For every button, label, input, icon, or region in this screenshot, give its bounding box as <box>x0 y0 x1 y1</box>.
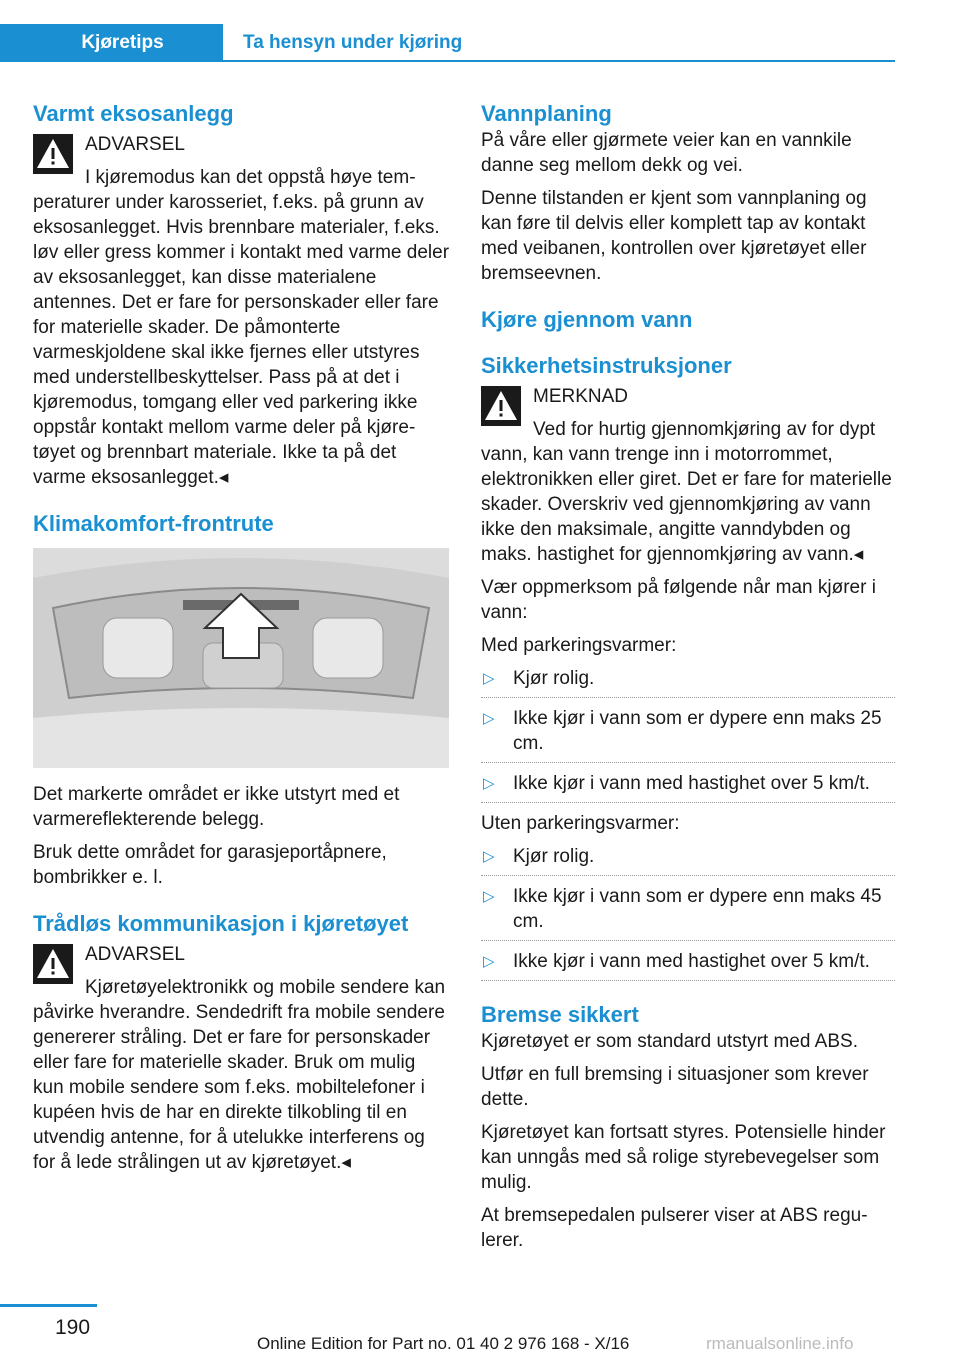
section-hot-exhaust <box>33 100 449 490</box>
page-header <box>0 24 895 62</box>
footer-divider <box>0 1304 97 1307</box>
section-driving-through-water <box>481 306 895 981</box>
chapter-tab[interactable]: Kjøretips <box>0 24 223 62</box>
section-title: Kjøre gjennom vann <box>481 307 693 332</box>
warning-label: ADVARSEL <box>85 134 185 155</box>
warning-block <box>33 942 449 1175</box>
paragraph: Det markerte området er ikke utstyrt med et varmereflekterende belegg. <box>33 784 400 830</box>
paragraph: At bremsepedalen pulserer viser at ABS regulerer. <box>481 1205 868 1251</box>
list-item: ▷ Ikke kjør i vann med hastighet over 5 km/t. <box>481 771 895 803</box>
warning-label: ADVARSEL <box>85 944 185 965</box>
notice-triangle-icon <box>481 386 521 426</box>
paragraph: Vær oppmerksom på følgende når man kjører i vann: <box>481 577 876 623</box>
paragraph: På våre eller gjørmete veier kan en vannkile danne seg mellom dekk og vei. <box>481 130 852 176</box>
list-item: ▷ Kjør rolig. <box>481 666 895 698</box>
list-item: ▷ Ikke kjør i vann som er dypere enn maks 25 cm. <box>481 706 895 763</box>
header-divider <box>0 60 895 62</box>
bullet-triangle-icon: ▷ <box>483 888 495 905</box>
edition-text: Online Edition for Part no. 01 40 2 976 168 - X/16 <box>257 1334 630 1353</box>
bullet-list-without-heater <box>481 844 895 981</box>
bullet-list-with-heater <box>481 666 895 803</box>
windshield-illustration <box>33 548 449 768</box>
section-climate-windshield <box>33 510 449 890</box>
warning-text: I kjøremodus kan det oppstå høye temperaturer under karosseriet, f.eks. på grunn av eksosanlegget. Hvis brennbare materialer, f.eks. løv eller gress kommer i kontakt med varme deler av eksosanlegget, kan disse materialene antennes. Det er fare for personskader eller fare for materielle skader. De påmonterte varmeskjoldene skal ikke fjernes eller utstyres med understellbeskyttelser. Pass på at det i kjøremodus, tomgang eller ved parkering ikke oppstår kontakt mellom varme deler på kjøretøyet og brennbart materiale. Ikke ta på det varme eksosanlegget.◂ <box>33 167 450 488</box>
notice-label: MERKNAD <box>533 386 629 407</box>
list-item: ▷ Kjør rolig. <box>481 844 895 876</box>
paragraph: Kjøretøyet kan fortsatt styres. Potensielle hinder kan unngås med så rolige styrebevegelser som mulig. <box>481 1122 886 1193</box>
bullet-triangle-icon: ▷ <box>483 775 495 792</box>
list-heading: Med parkeringsvarmer: <box>481 635 677 656</box>
left-column <box>33 100 449 1195</box>
list-item: ▷ Ikke kjør i vann som er dypere enn maks 45 cm. <box>481 884 895 941</box>
paragraph: Bruk dette området for garasjeportåpnere, bombrikker e. l. <box>33 842 387 888</box>
notice-block <box>481 384 895 567</box>
warning-block <box>33 132 449 490</box>
section-title: Vannplaning <box>481 101 612 126</box>
warning-triangle-icon <box>33 944 73 984</box>
section-aquaplaning <box>481 100 895 286</box>
bullet-triangle-icon: ▷ <box>483 953 495 970</box>
section-title: Varmt eksosanlegg <box>33 101 234 126</box>
bullet-triangle-icon: ▷ <box>483 670 495 687</box>
notice-text: Ved for hurtig gjennomkjøring av for dypt vann, kan vann trenge inn i motorrommet, elektronikken eller giret. Det er fare for materielle skader. Overskriv ved gjennomkjøring av vann ikke den maksimale, angitte vanndybden og maks. hastighet for gjennomkjøring av vann.◂ <box>481 419 892 565</box>
paragraph: Kjøretøyet er som standard utstyrt med ABS. <box>481 1031 858 1052</box>
bullet-triangle-icon: ▷ <box>483 848 495 865</box>
section-title: Bremse sikkert <box>481 1002 639 1027</box>
list-heading: Uten parkeringsvarmer: <box>481 813 680 834</box>
section-wireless <box>33 910 449 1175</box>
warning-triangle-icon <box>33 134 73 174</box>
section-title: Klimakomfort-frontrute <box>33 511 274 536</box>
section-braking <box>481 1001 895 1253</box>
list-item: ▷ Ikke kjør i vann med hastighet over 5 km/t. <box>481 949 895 981</box>
page-number: 190 <box>55 1316 91 1339</box>
section-breadcrumb[interactable]: Ta hensyn under kjøring <box>243 32 463 53</box>
right-column <box>481 100 895 1273</box>
section-title: Trådløs kommunikasjon i kjøretøyet <box>33 911 409 936</box>
warning-text: Kjøretøyelektronikk og mobile sendere kan påvirke hverandre. Sendedrift fra mobile sendere genererer stråling. Det er fare for personskader eller fare for materielle skader. Bruk om mulig kun mobile sendere som f.eks. mobiltelefoner i kupéen hvis de har en direkte tilkobling til en utvendig antenne, for å utelukke interferens og for å lede strålingen ut av kjøretøyet.◂ <box>33 977 446 1173</box>
car-interior-image <box>33 548 449 768</box>
section-subtitle: Sikkerhetsinstruksjoner <box>481 353 732 378</box>
bullet-triangle-icon: ▷ <box>483 710 495 727</box>
paragraph: Denne tilstanden er kjent som vannplaning og kan føre til delvis eller komplett tap av kontakt med veibanen, kontrollen over kjøretøyet eller bremseevnen. <box>481 188 867 284</box>
paragraph: Utfør en full bremsing i situasjoner som krever dette. <box>481 1064 869 1110</box>
watermark-text: rmanualsonline.info <box>706 1334 854 1353</box>
